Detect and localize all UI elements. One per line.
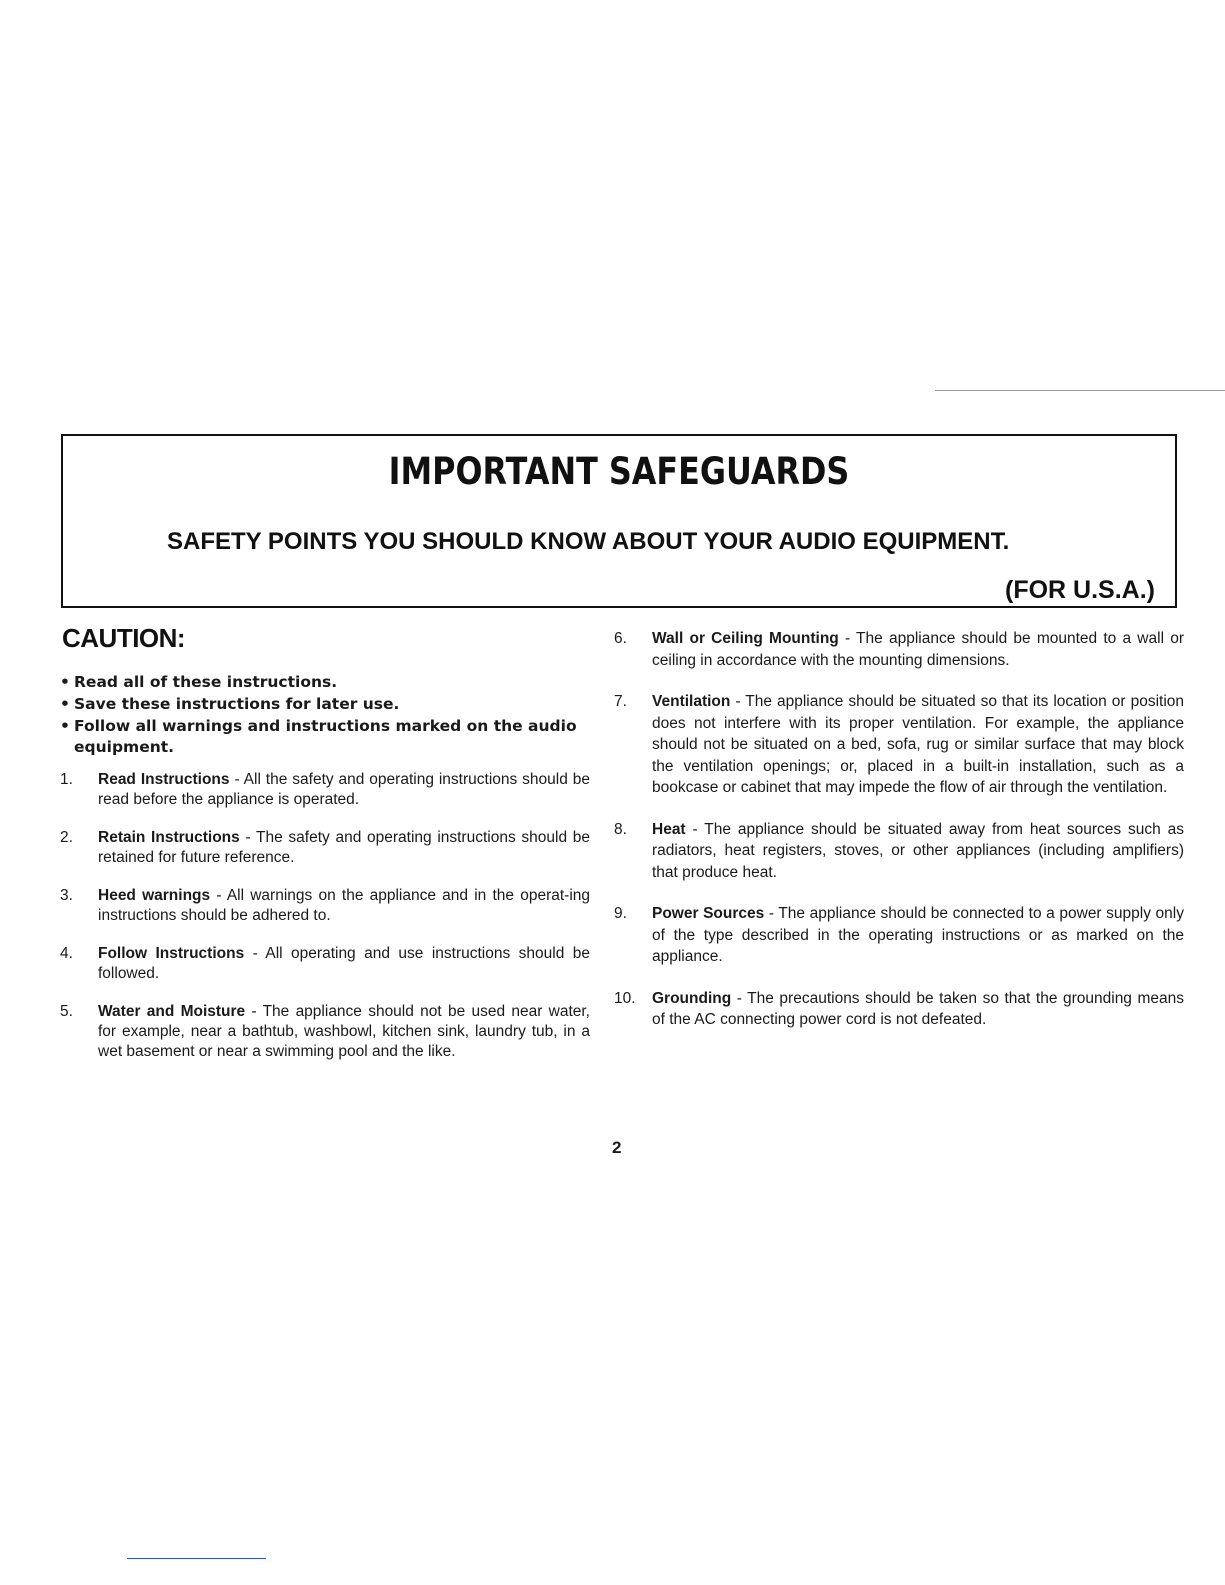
item-text: - The appliance should not be used near water, for example, near a bathtub, washbowl, kitchen sink, laundry tub, in a wet basement or near a swimming pool and the like. [98,1003,590,1060]
item-number: 8. [614,820,627,838]
page-number: 2 [612,1138,622,1157]
top-rule [935,390,1225,391]
item-number: 3. [60,887,73,904]
item-text: - The safety and operating instructions should be retained for future reference. [98,829,590,866]
region-label: (FOR U.S.A.) [1005,576,1155,604]
item-number: 7. [614,693,627,710]
item-text: - The appliance should be connected to a power supply only of the type described in the operating instructions or as marked on the appliance. [652,905,1184,965]
bullet-text: Follow all warnings and instructions marked on the audio equipment. [74,717,577,756]
instruction-item [60,886,590,926]
item-term: Ventilation [652,693,731,710]
item-number: 6. [614,630,627,647]
item-term: Grounding [652,989,732,1007]
item-number: 10. [614,989,636,1007]
item-text: - The appliance should be mounted to a wall or ceiling in accordance with the mounting dimensions. [652,630,1184,669]
item-term: Heed warnings [98,887,211,904]
instruction-item [60,944,590,984]
bullet-dot-icon: • [60,673,70,691]
instructions-left-column [60,770,590,1080]
instruction-item [614,903,1184,968]
instruction-item [614,819,1184,884]
bullet-text: Save these instructions for later use. [74,695,400,713]
item-number: 9. [614,905,627,922]
item-text: - The precautions should be taken so that the grounding means of the AC connecting power cord is not defeated. [652,989,1184,1028]
instruction-item [60,1002,590,1062]
item-term: Heat [652,820,686,838]
bullet-text: Read all of these instructions. [74,673,338,691]
caution-heading: CAUTION: [62,623,186,653]
item-number: 5. [60,1003,73,1020]
instruction-item [60,828,590,868]
item-text: - All operating and use instructions should be followed. [98,945,590,982]
bullet-dot-icon: • [60,717,70,735]
caution-bullet [60,716,600,758]
bullet-dot-icon: • [60,695,70,713]
caution-bullet-list [60,672,600,759]
item-text: - All warnings on the appliance and in the operat-ing instructions should be adhered to. [98,887,591,924]
item-text: - All the safety and operating instructions should be read before the appliance is operated. [98,771,590,808]
page-subtitle: SAFETY POINTS YOU SHOULD KNOW ABOUT YOUR AUDIO EQUIPMENT. [167,528,1010,555]
item-term: Follow Instructions [98,945,245,962]
item-number: 4. [60,945,73,962]
caution-bullet [60,672,600,693]
page-title: IMPORTANT SAFEGUARDS [388,450,850,493]
instruction-item [614,691,1184,799]
item-text: - The appliance should be situated away from heat sources such as radiators, heat registers, stoves, or other appliances (including amplifiers) that produce heat. [652,820,1184,881]
item-term: Water and Moisture [98,1003,246,1020]
safeguards-header-box [61,434,1177,608]
item-term: Retain Instructions [98,829,240,846]
item-number: 1. [60,771,73,788]
bottom-rule [127,1558,266,1559]
caution-bullet [60,694,600,715]
item-number: 2. [60,829,73,846]
instruction-item [614,988,1184,1031]
item-term: Read Instructions [98,771,230,788]
item-term: Power Sources [652,905,765,922]
instruction-item [614,628,1184,671]
item-term: Wall or Ceiling Mounting [652,630,839,647]
instruction-item [60,770,590,810]
instructions-right-column [614,628,1184,1051]
item-text: - The appliance should be situated so that its location or position does not interfere with its proper ventilation. For example, the appliance should not be situated on a bed, sofa, rug or similar surface that may block the ventilation openings; or, placed in a built-in installation, such as a bookcase or cabinet that may impede the flow of air through the ventilation. [652,693,1184,796]
